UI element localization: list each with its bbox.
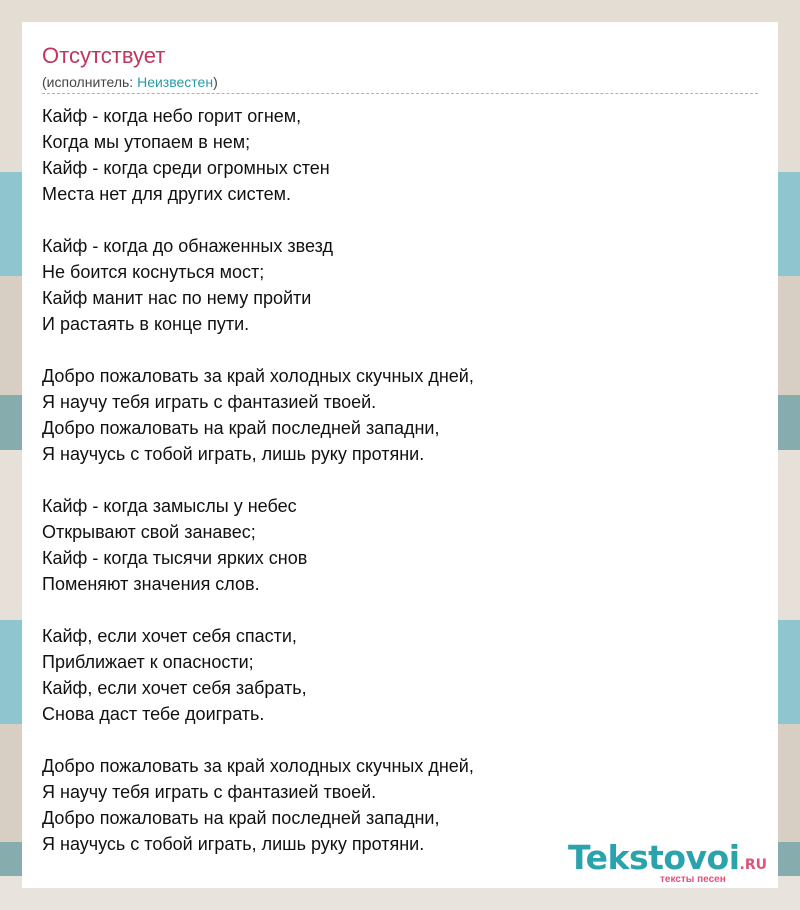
stanza (42, 103, 752, 207)
lyric-line: Когда мы утопаем в нем; (42, 132, 251, 152)
lyric-line: Кайф - когда тысячи ярких снов (42, 548, 308, 568)
lyric-line: Кайф манит нас по нему пройти (42, 288, 312, 308)
site-logo[interactable] (568, 840, 778, 888)
lyric-line: Добро пожаловать за край холодных скучных дней, (42, 756, 474, 776)
lyric-line: Я научусь с тобой играть, лишь руку протяни. (42, 834, 425, 854)
lyric-line: Я научу тебя играть с фантазией твоей. (42, 392, 377, 412)
lyric-line: Кайф - когда небо горит огнем, (42, 106, 302, 126)
lyric-line: Я научусь с тобой играть, лишь руку протяни. (42, 444, 425, 464)
lyric-line: Добро пожаловать на край последней западни, (42, 808, 440, 828)
lyric-line: Кайф, если хочет себя забрать, (42, 678, 307, 698)
lyric-line: Добро пожаловать на край последней западни, (42, 418, 440, 438)
stanza (42, 233, 752, 337)
stanza (42, 493, 752, 597)
lyrics-card (22, 22, 778, 888)
lyric-line: Не боится коснуться мост; (42, 262, 265, 282)
lyric-line: Кайф - когда среди огромных стен (42, 158, 330, 178)
lyric-line: Кайф - когда замыслы у небес (42, 496, 297, 516)
logo-tagline: тексты песен (660, 874, 726, 885)
artist-suffix: ) (213, 74, 218, 90)
lyric-line: И растаять в конце пути. (42, 314, 250, 334)
lyric-line: Снова даст тебе доиграть. (42, 704, 265, 724)
lyric-line: Приближает к опасности; (42, 652, 254, 672)
lyric-line: Кайф - когда до обнаженных звезд (42, 236, 333, 256)
artist-line (42, 72, 218, 92)
lyric-line: Я научу тебя играть с фантазией твоей. (42, 782, 377, 802)
artist-link[interactable]: Неизвестен (137, 74, 214, 90)
stanza (42, 363, 752, 467)
lyric-line: Добро пожаловать за край холодных скучных дней, (42, 366, 474, 386)
logo-name: Tekstovoi (568, 838, 740, 877)
lyric-line: Места нет для других систем. (42, 184, 292, 204)
lyric-line: Открывают свой занавес; (42, 522, 256, 542)
song-title: Отсутствует (42, 43, 166, 68)
divider (42, 93, 758, 94)
logo-tld: .RU (739, 857, 768, 873)
stanza (42, 623, 752, 727)
lyric-line: Кайф, если хочет себя спасти, (42, 626, 297, 646)
artist-prefix: (исполнитель: (42, 74, 138, 90)
lyrics-text (42, 103, 752, 857)
lyric-line: Поменяют значения слов. (42, 574, 260, 594)
